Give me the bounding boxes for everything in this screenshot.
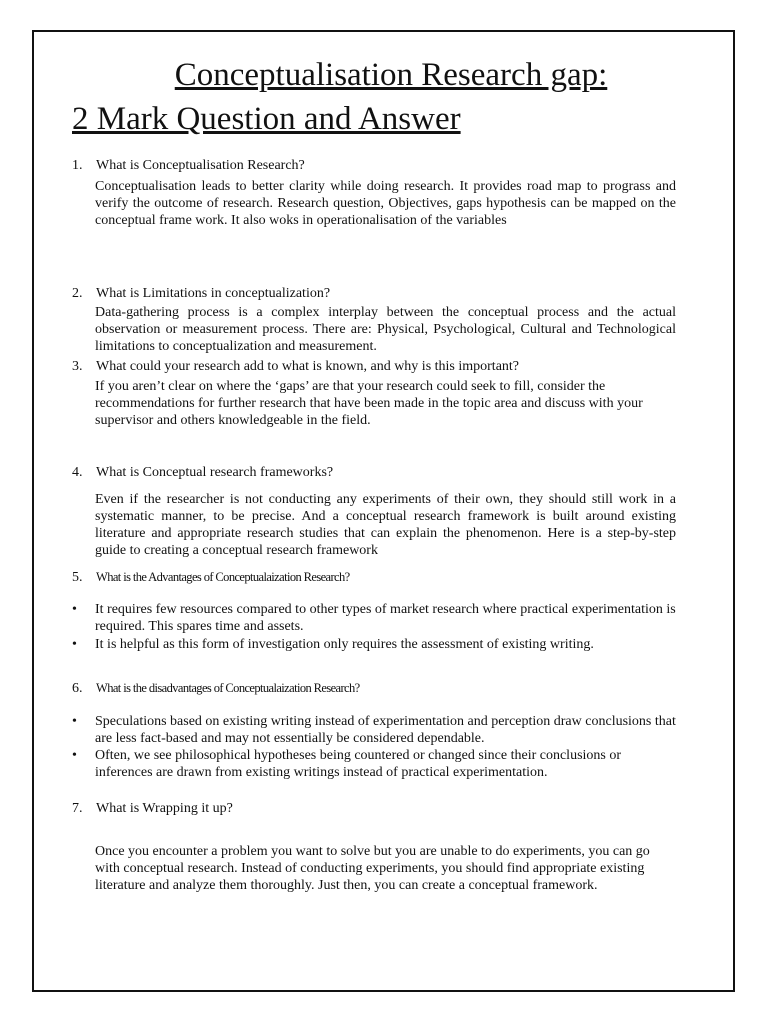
advantage-bullet-1 — [72, 601, 676, 635]
answer-1: Conceptualisation leads to better clarity while doing research. It provides road map to prograss and verify the outcome of research. Research question, Objectives, gaps hypothesis can be mapped on the conceptual frame work. It also woks in operationalisation of the variables — [95, 179, 676, 228]
question-number: 7. — [72, 801, 83, 816]
bullet-icon: • — [72, 602, 77, 617]
question-number: 3. — [72, 359, 83, 374]
question-number: 2. — [72, 286, 83, 301]
answer-2: Data-gathering process is a complex interplay between the conceptual process and the actual observation or measurement process. There are: Physical, Psychological, Cultural and Technological limitations to conceptualization and measurement. — [95, 305, 676, 354]
question-text: What is Limitations in conceptualization? — [96, 286, 331, 301]
question-2 — [72, 285, 330, 302]
bullet-text: It is helpful as this form of investigation only requires the assessment of existing writing. — [95, 637, 594, 652]
bullet-icon: • — [72, 748, 77, 763]
bullet-text: Often, we see philosophical hypotheses being countered or changed since their conclusions or inferences are drawn from existing writings instead of practical experimentation. — [95, 748, 622, 780]
bullet-text: It requires few resources compared to other types of market research where practical experimentation is required. This spares time and assets. — [95, 602, 676, 634]
bullet-icon: • — [72, 714, 77, 729]
question-4 — [72, 464, 333, 481]
question-6 — [72, 680, 360, 697]
question-text: What is Wrapping it up? — [96, 801, 233, 816]
bullet-icon: • — [72, 637, 77, 652]
question-text: What is Conceptual research frameworks? — [96, 465, 334, 480]
title-line-2: 2 Mark Question and Answer — [72, 101, 461, 137]
question-7 — [72, 800, 233, 817]
answer-7: Once you encounter a problem you want to solve but you are unable to do experiments, you can go with conceptual research. Instead of conducting experiments, you should find appropriate existing literature and analyze them thoroughly. Just then, you can create a conceptual framework. — [95, 844, 650, 893]
question-text: What is the disadvantages of Conceptualaization Research? — [96, 681, 360, 695]
disadvantage-bullet-2 — [72, 747, 676, 781]
question-number: 4. — [72, 465, 83, 480]
answer-3: If you aren’t clear on where the ‘gaps’ are that your research could seek to fill, consider the recommendations for further research that have been made in the topic area and discuss with your supervisor and others knowledgeable in the field. — [95, 379, 643, 428]
question-number: 5. — [72, 570, 83, 585]
bullet-text: Speculations based on existing writing instead of experimentation and perception draw conclusions that are less fact-based and may not essentially be considered dependable. — [95, 714, 676, 746]
title-line-1: Conceptualisation Research gap: — [174, 57, 608, 93]
question-3 — [72, 358, 519, 375]
question-text: What could your research add to what is known, and why is this important? — [96, 359, 520, 374]
question-text: What is the Advantages of Conceptualaization Research? — [96, 570, 350, 584]
disadvantage-bullet-1 — [72, 713, 676, 747]
question-number: 6. — [72, 681, 83, 696]
answer-4: Even if the researcher is not conducting any experiments of their own, they should still work in a systematic manner, to be precise. And a conceptual research framework is built around existing literature and appropriate research studies that can explain the phenomenon. Here is a step-by-step guide to creating a conceptual research framework — [95, 492, 676, 558]
question-1 — [72, 157, 305, 174]
question-number: 1. — [72, 158, 83, 173]
question-text: What is Conceptualisation Research? — [96, 158, 305, 173]
question-5 — [72, 569, 350, 586]
advantage-bullet-2 — [72, 636, 676, 653]
